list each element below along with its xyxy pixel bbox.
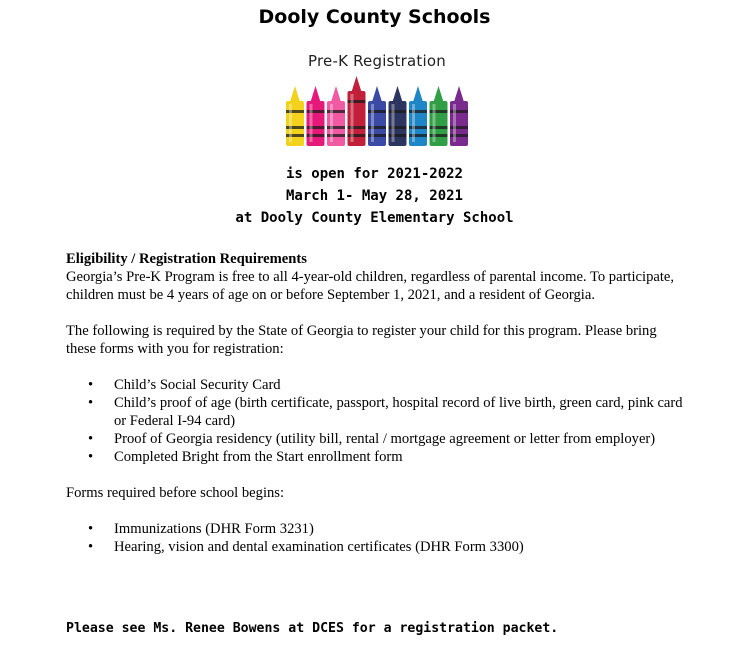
- crayon-icon: [409, 86, 427, 146]
- eligibility-paragraph: Georgia’s Pre-K Program is free to all 4-year-old children, regardless of parental income. To participate, children must be 4 years of age on or before September 1, 2021, and a resident of Georgia.: [66, 269, 675, 303]
- registration-intro: The following is required by the State of Georgia to register your child for this program. Please bring these forms with you for registration:: [66, 323, 657, 357]
- crayon-icon: [389, 86, 407, 146]
- registration-list: [66, 376, 686, 466]
- bullet-icon: •: [88, 539, 94, 555]
- contact-note: Please see Ms. Renee Bowens at DCES for a registration packet.: [66, 621, 559, 636]
- before-school-intro: Forms required before school begins:: [66, 485, 285, 501]
- bullet-icon: •: [88, 521, 94, 537]
- announcement-location: at Dooly County Elementary School: [235, 210, 514, 226]
- list-item: • Completed Bright from the Start enrollment form: [88, 449, 403, 465]
- bullet-icon: •: [88, 449, 94, 465]
- prek-registration-graphic: [284, 52, 470, 146]
- list-item: • Immunizations (DHR Form 3231): [88, 521, 314, 537]
- list-item: • Hearing, vision and dental examination certificates (DHR Form 3300): [88, 539, 524, 555]
- crayon-icon: [368, 86, 386, 146]
- list-item: • Proof of Georgia residency (utility bill, rental / mortgage agreement or letter from employer): [88, 431, 656, 447]
- bullet-icon: •: [88, 377, 94, 393]
- announcement-line-1: is open for 2021-2022: [285, 166, 463, 182]
- before-school-list: [66, 520, 686, 556]
- crayon-icon: [430, 86, 448, 146]
- bullet-icon: •: [88, 395, 94, 411]
- eligibility-heading: Eligibility / Registration Requirements: [66, 251, 307, 267]
- crayon-icon: [348, 76, 366, 146]
- crayon-icon: [327, 86, 345, 146]
- crayon-icon: [450, 86, 468, 146]
- crayon-icon: [286, 86, 304, 146]
- announcement-dates: March 1- May 28, 2021: [285, 188, 463, 204]
- bullet-icon: •: [88, 431, 94, 447]
- list-item: • Child’s Social Security Card: [88, 377, 281, 393]
- requirements-document: [66, 250, 686, 556]
- page-title: Dooly County Schools: [258, 6, 491, 28]
- crayons-illustration: [284, 76, 470, 146]
- list-item: • Child’s proof of age (birth certificate, passport, hospital record of live birth, green card, pink card or Federal I-94 card): [88, 395, 683, 429]
- graphic-caption: Pre-K Registration: [308, 52, 446, 70]
- crayon-icon: [307, 86, 325, 146]
